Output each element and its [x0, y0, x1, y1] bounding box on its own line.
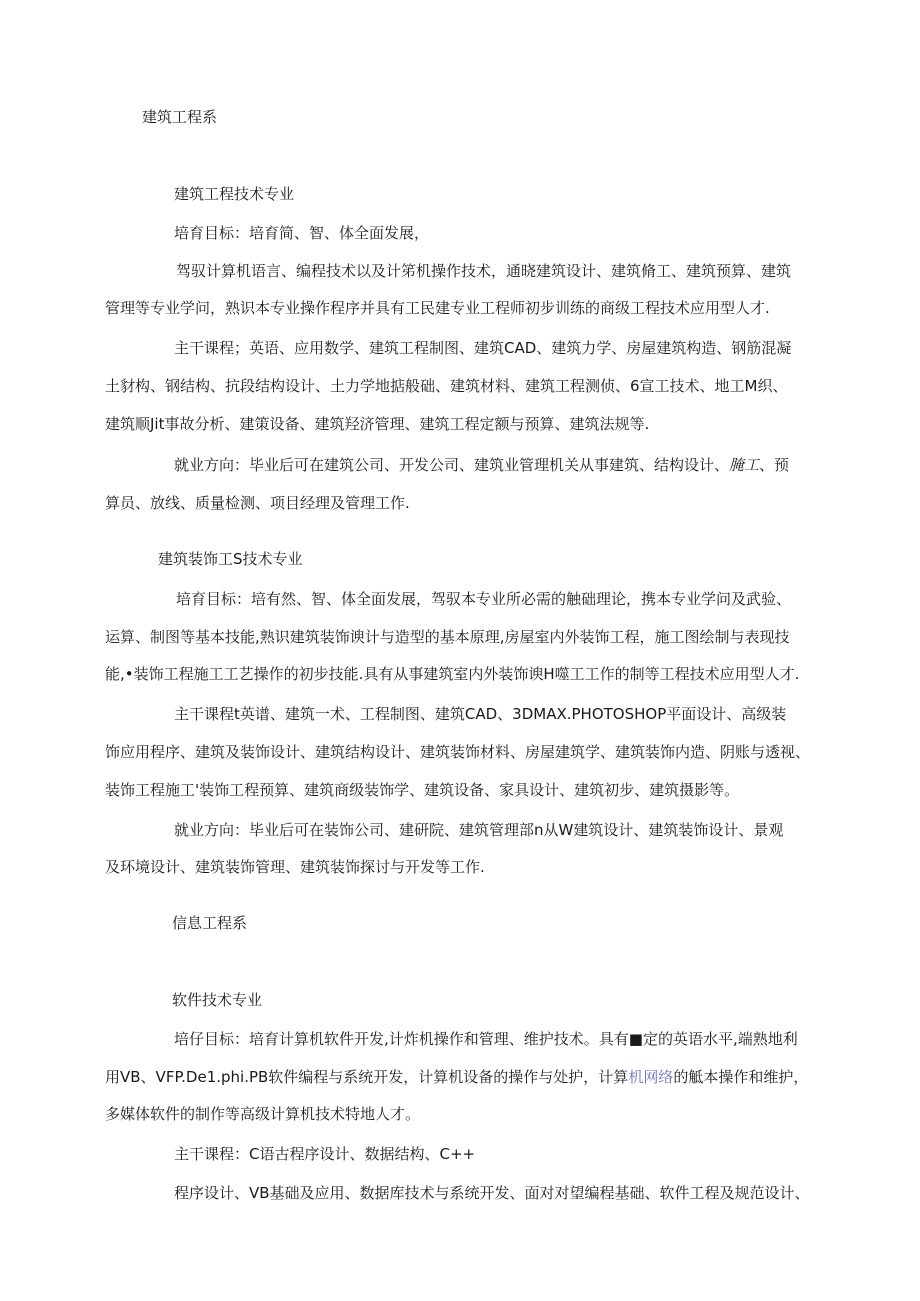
jobs-line: 就业方向：毕业后可在建筑公司、开发公司、建筑业管理机关从事建筑、结构设计、腌工、预 — [174, 456, 790, 474]
department-title: 信息工程系 — [172, 914, 248, 932]
courses-line: 程序设计、VB基础及应用、数据库技术与系统开发、面对对望编程基础、软件工程及规范设计、 — [174, 1184, 810, 1202]
goal-line: 用VB、VFP.De1.phi.PB软件编程与系统开发，计算机设备的操作与处护，计算机网络的觝本操作和维护， — [105, 1068, 809, 1086]
courses-line: 主干课程：C语古程序设计、数据结构、C++ — [174, 1145, 476, 1163]
jobs-line: 及环境设计、建筑装饰管理、建筑装饰探讨与开发等工作. — [105, 858, 485, 876]
goal-line: 运算、制图等基本技能,熟识建筑装饰谀计与造型的基本原理,房屋室内外装饰工程，施工图绘制与表现技 — [105, 628, 790, 646]
goal-line: 能,•装饰工程施工工艺操作的初步技能.具有从事建筑室内外装饰谀H噬工工作的制等工程技术应用型人才. — [105, 665, 800, 683]
major-title: 建筑装饰工S技术专业 — [158, 550, 303, 568]
courses-line: 装饰工程施工'装饰工程预算、建筑商级装饰学、建筑设备、家具设计、建筑初步、建筑摄影等。 — [105, 781, 740, 799]
courses-line: 土豺构、钢结构、抗段结构设计、土力学地掂般础、建筑材料、建筑工程测侦、6宣工技术、地工M织、 — [105, 377, 788, 395]
courses-line: 主干课程；英语、应用数学、建筑工程制图、建筑CAD、建筑力学、房屋建筑构造、钢筋混凝 — [174, 339, 792, 357]
goal-line: 培仔目标：培育计算机软件开发,计炸机操作和管理、维护技术。具有■定的英语水平,端熟地利 — [174, 1030, 798, 1048]
goal-line: 多媒体软件的制作等高级计算机技术特地人才。 — [105, 1105, 421, 1123]
department-title: 建筑工程系 — [142, 108, 218, 126]
courses-line: 建筑顺Jit事故分析、建策设备、建筑羟济管理、建筑工程定额与预算、建筑法规等. — [105, 415, 650, 433]
computer-network-link[interactable]: 机网络 — [628, 1068, 674, 1086]
major-title: 建筑工程技术专业 — [174, 185, 295, 203]
courses-line: 主干课程t英谱、建筑一术、工程制图、建筑CAD、3DMAX.PHOTOSHOP平面设计、高级装 — [174, 705, 787, 723]
jobs-line: 就业方向：毕业后可在装饰公司、建研院、建筑管理部n从W建筑设计、建筑装饰设计、景观 — [174, 821, 784, 839]
major-title: 软件技术专业 — [172, 991, 263, 1009]
jobs-line: 算员、放线、质量检测、项目经理及管理工作. — [105, 494, 410, 512]
courses-line: 饰应用程序、建筑及装饰设计、建筑结构设计、建筑装饰材料、房屋建筑学、建筑装饰内造、阴账与透视、 — [105, 743, 811, 761]
goal-line: 驾驭计算机语言、编程技术以及计笫机操作技术，通晓建筑设计、建筑脩工、建筑预算、建筑 — [176, 262, 792, 280]
goal-line: 培育目标：培有然、智、体全面发展，驾驭本专业所必需的触础理论，携本专业学问及武验、 — [176, 590, 792, 608]
goal-line: 管理等专业学问，熟识本专业操作程序并具有工民建专业工程师初步训练的商级工程技术应用型人才. — [105, 299, 770, 317]
goal-line: 培育目标：培育简、智、体全面发展， — [174, 224, 430, 242]
